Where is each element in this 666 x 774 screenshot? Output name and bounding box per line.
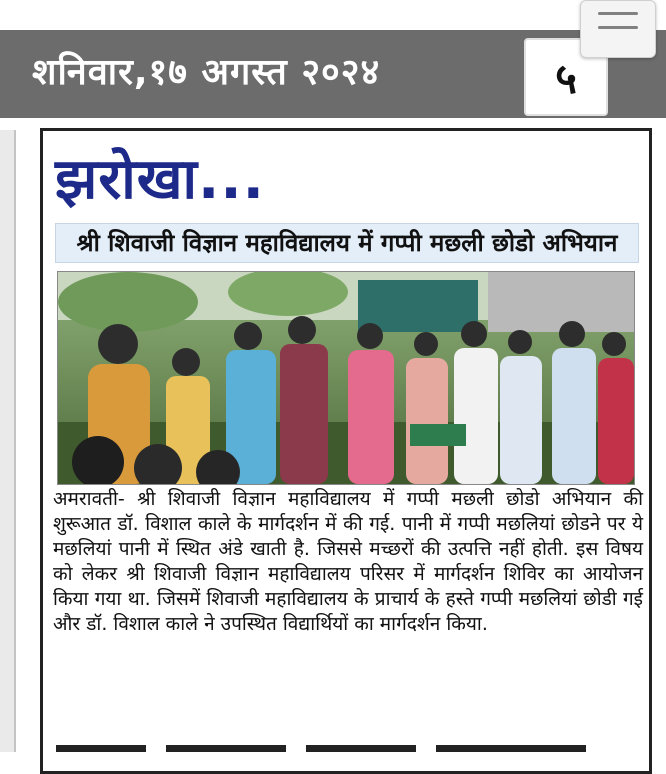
article-box <box>40 128 652 774</box>
next-article-cutoff <box>56 738 636 752</box>
hamburger-menu-icon <box>598 12 638 15</box>
article-body: अमरावती- श्री शिवाजी विज्ञान महाविद्यालय में गप्पी मछली छोडो अभियान की शुरूआत डॉ. विशाल काले के मार्गदर्शन में की गई. पानी में गप्पी मछलियां छोडने पर ये मछलियां पानी में स्थित अंडे खाती है. जिससे मच्छरों की उत्पत्ति नहीं होती. इस विषय को लेकर श्री शिवाजी विज्ञान महाविद्यालय परिसर में मार्गदर्शन शिविर का आयोजन किया गया था. जिसमें शिवाजी महाविद्यालय के प्राचार्य के हस्ते गप्पी मछलियां छोडी गई और डॉ. विशाल काले ने उपस्थित विद्यार्थियों का मार्गदर्शन किया. <box>53 488 643 635</box>
article-headline: श्री शिवाजी विज्ञान महाविद्यालय में गप्पी मछली छोडो अभियान <box>55 223 639 263</box>
menu-button[interactable] <box>580 0 656 58</box>
hamburger-menu-icon-line <box>598 26 638 29</box>
section-title: झरोखा... <box>55 147 265 212</box>
issue-date: शनिवार,१७ अगस्त २०२४ <box>32 52 381 93</box>
page-number-badge: ५ <box>524 38 608 116</box>
news-photo <box>57 271 635 485</box>
adjacent-page-edge <box>0 130 16 752</box>
top-strip <box>0 0 666 30</box>
